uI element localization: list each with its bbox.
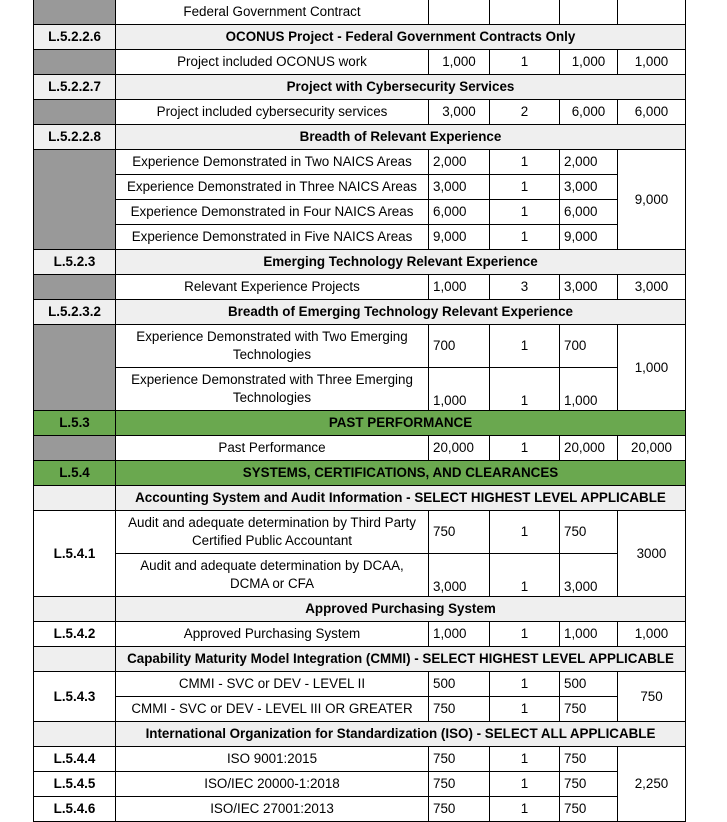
item-description: Past Performance	[116, 436, 429, 461]
points-value: 700	[429, 325, 490, 368]
gray-cell	[34, 100, 116, 125]
table-row	[34, 175, 686, 200]
max-value: 6,000	[618, 100, 686, 125]
quantity-value: 1	[490, 50, 560, 75]
table-row	[34, 622, 686, 647]
gray-cell	[34, 325, 116, 411]
subsection-title: International Organization for Standardization (ISO) - SELECT ALL APPLICABLE	[116, 722, 686, 747]
max-value: 2,250	[618, 747, 686, 822]
gray-cell	[34, 275, 116, 300]
item-description: Project included cybersecurity services	[116, 100, 429, 125]
section-code: L.5.3	[34, 411, 116, 436]
max-value: 3000	[618, 511, 686, 597]
total-value: 700	[560, 325, 618, 368]
item-description: Experience Demonstrated in Five NAICS Areas	[116, 225, 429, 250]
subsection-row	[34, 722, 686, 747]
item-description: Experience Demonstrated in Three NAICS Areas	[116, 175, 429, 200]
item-description: Approved Purchasing System	[116, 622, 429, 647]
item-description: ISO 9001:2015	[116, 747, 429, 772]
section-row	[34, 25, 686, 50]
max-value: 3,000	[618, 275, 686, 300]
max-value: 750	[618, 672, 686, 722]
total-value: 750	[560, 747, 618, 772]
max-value: 1,000	[618, 50, 686, 75]
quantity-value: 2	[490, 100, 560, 125]
total-value: 750	[560, 511, 618, 554]
subsection-title: Capability Maturity Model Integration (CMMI) - SELECT HIGHEST LEVEL APPLICABLE	[116, 647, 686, 672]
points-value: 1,000	[429, 368, 490, 411]
item-description: Audit and adequate determination by Third Party Certified Public Accountant	[116, 511, 429, 554]
item-description: Federal Government Contract	[116, 0, 429, 25]
table-row	[34, 50, 686, 75]
subsection-title: Accounting System and Audit Information - SELECT HIGHEST LEVEL APPLICABLE	[116, 486, 686, 511]
table-row	[34, 225, 686, 250]
item-code: L.5.4.1	[34, 511, 116, 597]
item-description: Audit and adequate determination by DCAA, DCMA or CFA	[116, 554, 429, 597]
max-value: 1,000	[618, 325, 686, 411]
total-value: 750	[560, 697, 618, 722]
quantity-value: 1	[490, 200, 560, 225]
table-row	[34, 275, 686, 300]
points-value: 750	[429, 797, 490, 822]
quantity-value: 1	[490, 436, 560, 461]
total-value: 500	[560, 672, 618, 697]
section-title: Breadth of Emerging Technology Relevant Experience	[116, 300, 686, 325]
points-value: 3,000	[429, 554, 490, 597]
total-value: 2,000	[560, 150, 618, 175]
points-value: 9,000	[429, 225, 490, 250]
section-row	[34, 125, 686, 150]
section-code: L.5.4	[34, 461, 116, 486]
section-row	[34, 250, 686, 275]
points-value: 500	[429, 672, 490, 697]
points-value: 750	[429, 511, 490, 554]
total-value: 1,000	[560, 368, 618, 411]
table-row	[34, 554, 686, 597]
points-value: 3,000	[429, 100, 490, 125]
quantity-value: 1	[490, 368, 560, 411]
empty-cell	[34, 486, 116, 511]
total-value: 750	[560, 797, 618, 822]
section-title: OCONUS Project - Federal Government Contracts Only	[116, 25, 686, 50]
gray-cell	[34, 150, 116, 250]
item-code: L.5.4.6	[34, 797, 116, 822]
table-row	[34, 150, 686, 175]
empty-cell	[560, 0, 618, 25]
item-description: Relevant Experience Projects	[116, 275, 429, 300]
total-value: 20,000	[560, 436, 618, 461]
table-row	[34, 697, 686, 722]
table-row	[34, 436, 686, 461]
quantity-value: 1	[490, 511, 560, 554]
points-value: 1,000	[429, 275, 490, 300]
section-title: SYSTEMS, CERTIFICATIONS, AND CLEARANCES	[116, 461, 686, 486]
quantity-value: 1	[490, 554, 560, 597]
subsection-row	[34, 647, 686, 672]
max-value: 20,000	[618, 436, 686, 461]
total-value: 750	[560, 772, 618, 797]
points-value: 1,000	[429, 50, 490, 75]
scoring-table	[33, 0, 686, 822]
total-value: 6,000	[560, 200, 618, 225]
total-value: 3,000	[560, 275, 618, 300]
subsection-row	[34, 597, 686, 622]
empty-cell	[34, 722, 116, 747]
table-row	[34, 0, 686, 25]
item-code: L.5.4.2	[34, 622, 116, 647]
points-value: 750	[429, 697, 490, 722]
subsection-title: Approved Purchasing System	[116, 597, 686, 622]
item-description: ISO/IEC 20000-1:2018	[116, 772, 429, 797]
item-description: CMMI - SVC or DEV - LEVEL II	[116, 672, 429, 697]
points-value: 3,000	[429, 175, 490, 200]
points-value: 750	[429, 747, 490, 772]
item-description: CMMI - SVC or DEV - LEVEL III OR GREATER	[116, 697, 429, 722]
total-value: 1,000	[560, 50, 618, 75]
item-description: ISO/IEC 27001:2013	[116, 797, 429, 822]
subsection-row	[34, 486, 686, 511]
section-title: Breadth of Relevant Experience	[116, 125, 686, 150]
points-value: 6,000	[429, 200, 490, 225]
section-row	[34, 461, 686, 486]
empty-cell	[34, 647, 116, 672]
empty-cell	[34, 597, 116, 622]
empty-cell	[618, 0, 686, 25]
quantity-value: 1	[490, 797, 560, 822]
table-row	[34, 200, 686, 225]
section-title: Project with Cybersecurity Services	[116, 75, 686, 100]
section-row	[34, 300, 686, 325]
section-code: L.5.2.3	[34, 250, 116, 275]
quantity-value: 1	[490, 772, 560, 797]
gray-cell	[34, 436, 116, 461]
empty-cell	[490, 0, 560, 25]
section-code: L.5.2.3.2	[34, 300, 116, 325]
quantity-value: 1	[490, 747, 560, 772]
item-description: Experience Demonstrated with Two Emerging Technologies	[116, 325, 429, 368]
section-code: L.5.2.2.8	[34, 125, 116, 150]
total-value: 6,000	[560, 100, 618, 125]
table-row	[34, 797, 686, 822]
item-description: Experience Demonstrated in Two NAICS Areas	[116, 150, 429, 175]
quantity-value: 1	[490, 672, 560, 697]
quantity-value: 1	[490, 225, 560, 250]
item-description: Experience Demonstrated in Four NAICS Areas	[116, 200, 429, 225]
table-row	[34, 747, 686, 772]
section-row	[34, 75, 686, 100]
item-code: L.5.4.4	[34, 747, 116, 772]
table-row	[34, 100, 686, 125]
total-value: 3,000	[560, 554, 618, 597]
table-row	[34, 325, 686, 368]
section-row	[34, 411, 686, 436]
gray-cell	[34, 50, 116, 75]
table-row	[34, 368, 686, 411]
table-row	[34, 511, 686, 554]
total-value: 3,000	[560, 175, 618, 200]
quantity-value: 1	[490, 175, 560, 200]
quantity-value: 1	[490, 150, 560, 175]
points-value: 2,000	[429, 150, 490, 175]
section-code: L.5.2.2.7	[34, 75, 116, 100]
quantity-value: 1	[490, 325, 560, 368]
item-description: Project included OCONUS work	[116, 50, 429, 75]
section-title: Emerging Technology Relevant Experience	[116, 250, 686, 275]
item-description: Experience Demonstrated with Three Emerging Technologies	[116, 368, 429, 411]
quantity-value: 1	[490, 697, 560, 722]
table-row	[34, 672, 686, 697]
item-code: L.5.4.5	[34, 772, 116, 797]
item-code: L.5.4.3	[34, 672, 116, 722]
total-value: 9,000	[560, 225, 618, 250]
quantity-value: 1	[490, 622, 560, 647]
empty-cell	[429, 0, 490, 25]
points-value: 20,000	[429, 436, 490, 461]
gray-cell	[34, 0, 116, 25]
quantity-value: 3	[490, 275, 560, 300]
max-value: 9,000	[618, 150, 686, 250]
section-code: L.5.2.2.6	[34, 25, 116, 50]
max-value: 1,000	[618, 622, 686, 647]
points-value: 750	[429, 772, 490, 797]
section-title: PAST PERFORMANCE	[116, 411, 686, 436]
total-value: 1,000	[560, 622, 618, 647]
points-value: 1,000	[429, 622, 490, 647]
table-row	[34, 772, 686, 797]
